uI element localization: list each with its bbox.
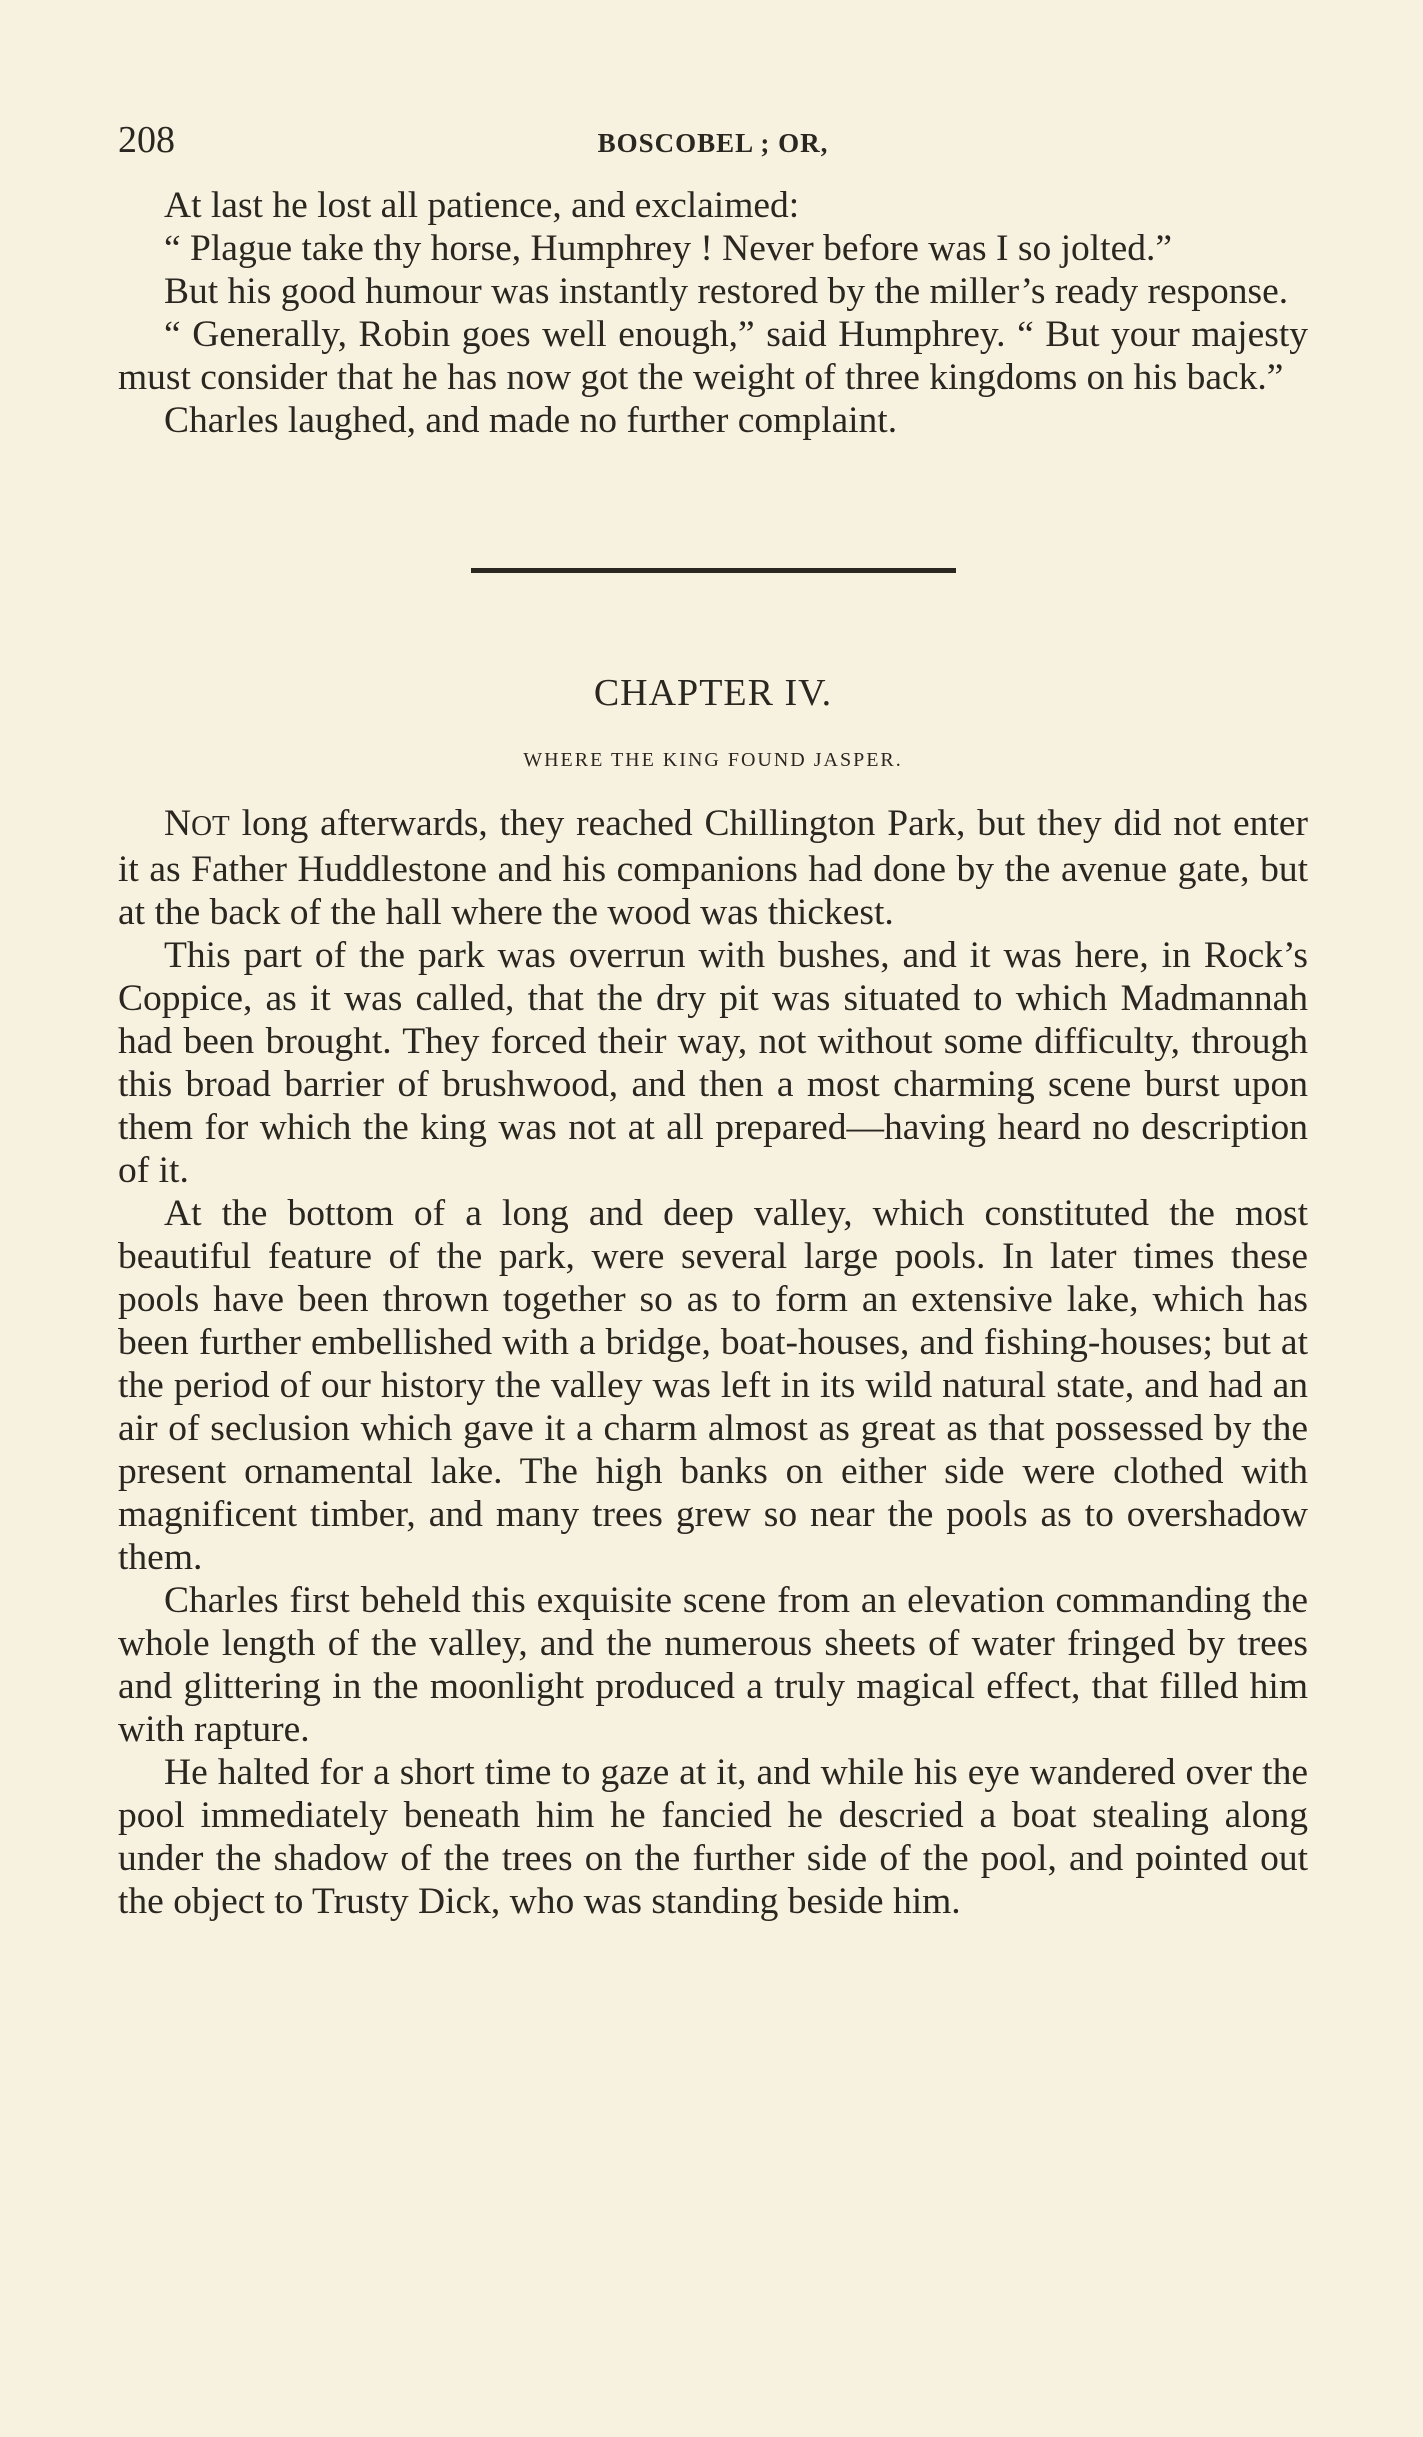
chapter-title: CHAPTER IV.: [593, 672, 833, 714]
paragraph: “ Generally, Robin goes well enough,” said Humphrey. “ But your majesty must consider that he has now got the weight of three kingdoms on his back.”: [118, 314, 1308, 398]
paragraph: “ Plague take thy horse, Humphrey ! Never before was I so jolted.”: [164, 228, 1172, 269]
section-divider: [471, 568, 956, 573]
paragraph: Charles laughed, and made no further complaint.: [164, 400, 898, 441]
paragraph: At the bottom of a long and deep valley, which constituted the most beautiful feature of the park, were several large pools. In later times these pools have been thrown together so as to form an extensive lake, which has been further embellished with a bridge, boat-houses, and fishing-houses; but at the period of our history the valley was left in its wild natural state, and had an air of seclusion which gave it a charm almost as great as that possessed by the present ornamental lake. The high banks on either side were clothed with magnificent timber, and many trees grew so near the pools as to overshadow them.: [118, 1193, 1308, 1578]
chapter-subtitle: WHERE THE KING FOUND JASPER.: [523, 749, 903, 771]
paragraph: But his good humour was instantly restored by the miller’s ready response.: [164, 271, 1289, 312]
running-head: [118, 110, 1308, 170]
paragraph: At last he lost all patience, and exclaimed:: [164, 185, 800, 226]
running-title: BOSCOBEL ; OR,: [597, 128, 829, 158]
opening-initial: N: [164, 803, 192, 844]
paragraph: He halted for a short time to gaze at it, and while his eye wandered over the pool immediately beneath him he fancied he descried a boat stealing along under the shadow of the trees on the further side of the pool, and pointed out the object to Trusty Dick, who was standing beside him.: [118, 1752, 1308, 1922]
opening-paragraph: [118, 802, 1308, 934]
paragraph: This part of the park was overrun with bushes, and it was here, in Rock’s Coppice, as it was called, that the dry pit was situated to which Madmannah had been brought. They forced their way, not without some difficulty, through this broad barrier of brushwood, and then a most charming scene burst upon them for which the king was not at all prepared—having heard no description of it.: [118, 935, 1308, 1191]
chapter-body: [118, 802, 1308, 1923]
continuation-text: [118, 184, 1308, 442]
page-number: 208: [118, 119, 175, 161]
book-page: [118, 110, 1308, 1923]
opening-smallcaps: OT: [191, 810, 230, 842]
opening-text: long afterwards, they reached Chillington Park, but they did not enter it as Father Huddlestone and his companions had done by the avenue gate, but at the back of the hall where the wood was thickest.: [118, 803, 1308, 933]
paragraph: Charles first beheld this exquisite scene from an elevation commanding the whole length of the valley, and the numerous sheets of water fringed by trees and glittering in the moonlight produced a truly magical effect, that filled him with rapture.: [118, 1580, 1308, 1750]
